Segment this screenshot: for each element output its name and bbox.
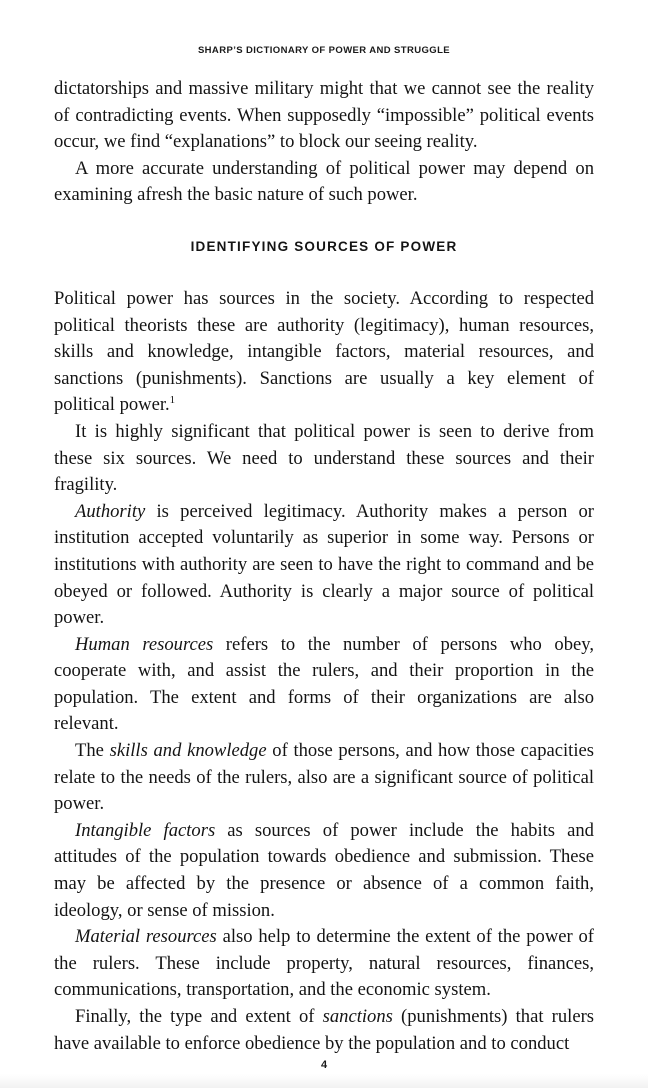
- paragraph-continued: dictatorships and massive military might that we cannot see the reality of contradicting events. When supposedly “impossible” political events occur, we find “explanations” to block our seeing reality.: [54, 78, 594, 153]
- page-edge-shadow: [0, 1074, 648, 1088]
- paragraph-human-resources: [54, 632, 594, 738]
- term-skills-knowledge: skills and knowledge: [109, 740, 267, 762]
- paragraph-intangible-text: as sources of power include the habits and attitudes of the population towards obedience and submission. These may be affected by the presence or absence of a common faith, ideology, or sense of mission.: [54, 819, 594, 921]
- paragraph-skills-lead: The: [75, 740, 110, 762]
- section-heading: IDENTIFYING SOURCES OF POWER: [190, 238, 458, 254]
- running-header: SHARP’S DICTIONARY OF POWER AND STRUGGLE: [197, 45, 451, 56]
- paragraph-authority: [54, 499, 594, 632]
- term-sanctions: sanctions: [322, 1006, 393, 1027]
- page-number: 4: [320, 1059, 328, 1071]
- paragraph-sanctions-text: (punishments) that rulers have available to enforce obedience by the population and to conduct: [54, 1006, 594, 1054]
- paragraph-sanctions: [54, 1004, 594, 1057]
- paragraph-intangible-factors: [54, 818, 594, 924]
- paragraph-sanctions-lead: Finally, the type and extent of: [75, 1006, 323, 1027]
- body-text: [54, 76, 594, 1057]
- paragraph-skills-text: of those persons, and how those capacities relate to the needs of the rulers, also are a significant source of political power.: [54, 740, 594, 815]
- paragraph-material-text: also help to determine the extent of the power of the rulers. These include property, natural resources, finances, communications, transportation, and the economic system.: [54, 926, 594, 1001]
- paragraph-sources: [54, 286, 594, 419]
- paragraph-authority-text: is perceived legitimacy. Authority makes a person or institution accepted voluntarily as superior in some way. Persons or institutions with authority are seen to have the right to command and be obeyed or followed. Authority is clearly a major source of political power.: [54, 500, 594, 629]
- paragraph-material-resources: [54, 924, 594, 1004]
- paragraph-skills-knowledge: [54, 738, 594, 818]
- paragraph-accurate-understanding: A more accurate understanding of political power may depend on examining afresh the basic nature of such power.: [54, 157, 594, 206]
- term-material-resources: Material resources: [75, 926, 217, 948]
- term-intangible-factors: Intangible factors: [75, 819, 216, 841]
- paragraph-sources-text: Political power has sources in the society. According to respected political theorists these are authority (legitimacy), human resources, skills and knowledge, intangible factors, material resources, and sanctions (punishments). Sanctions are usually a key element of political power.: [54, 287, 594, 416]
- term-human-resources: Human resources: [75, 633, 214, 655]
- term-authority: Authority: [75, 500, 146, 522]
- paragraph-six-sources: It is highly significant that political power is seen to derive from these six sources. We need to understand these sources and their fragility.: [54, 420, 594, 496]
- footnote-reference[interactable]: 1: [169, 394, 176, 407]
- paragraph-human-resources-text: refers to the number of persons who obey, cooperate with, and assist the rulers, and their proportion in the population. The extent and forms of their organizations are also relevant.: [54, 633, 594, 735]
